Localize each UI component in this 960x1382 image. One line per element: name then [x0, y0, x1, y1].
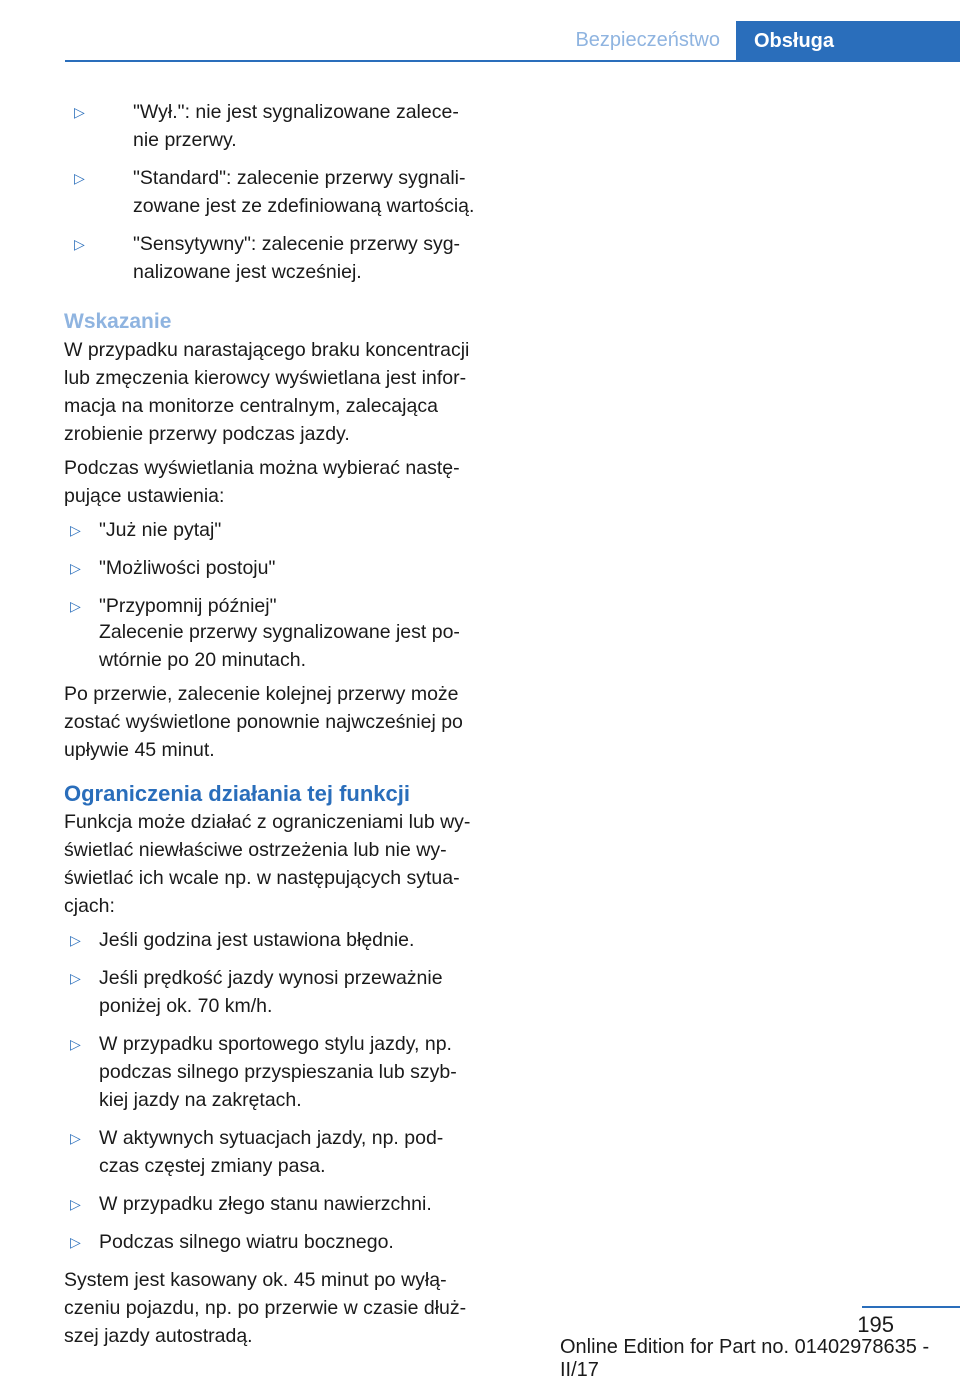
list-item-text: "Standard": zalecenie przerwy sygnali- zowane jest ze zdefiniowaną wartością. — [133, 167, 475, 217]
triangle-bullet-icon: ▷ — [70, 522, 81, 538]
triangle-bullet-icon: ▷ — [74, 170, 85, 186]
paragraph: W przypadku narastającego braku koncentracji lub zmęczenia kierowcy wyświetlana jest infor-macja na monitorze centralnym, zalecająca zrobienie przerwy podczas jazdy. — [64, 339, 470, 445]
list-item — [64, 1124, 479, 1180]
list-item-text: "Możliwości postoju" — [99, 557, 276, 579]
triangle-bullet-icon: ▷ — [70, 1036, 81, 1052]
list-item — [64, 98, 479, 154]
list-item — [64, 230, 479, 286]
paragraph: Podczas wyświetlania można wybierać nastę-pujące ustawienia: — [64, 457, 460, 507]
list-item-text: Podczas silnego wiatru bocznego. — [99, 1231, 394, 1253]
list-item — [64, 964, 479, 1020]
page-content — [64, 98, 479, 1356]
triangle-bullet-icon: ▷ — [70, 1196, 81, 1212]
page-number: 195 — [857, 1312, 894, 1337]
list-item — [64, 1190, 479, 1218]
list-item-text: W aktywnych sytuacjach jazdy, np. pod-czas częstej zmiany pasa. — [99, 1127, 444, 1177]
list-item-text: Jeśli prędkość jazdy wynosi przeważnie poniżej ok. 70 km/h. — [99, 967, 443, 1017]
list-item — [64, 1030, 479, 1114]
list-item — [64, 926, 479, 954]
paragraph: Po przerwie, zalecenie kolejnej przerwy może zostać wyświetlone ponownie najwcześniej po upływie 45 minut. — [64, 683, 463, 761]
section-heading: Wskazanie — [64, 310, 172, 333]
list-item — [64, 516, 479, 544]
triangle-bullet-icon: ▷ — [70, 970, 81, 986]
header-section[interactable]: Bezpieczeństwo — [575, 29, 720, 51]
triangle-bullet-icon: ▷ — [74, 104, 85, 120]
list-item-text: "Wył.": nie jest sygnalizowane zalece- nie przerwy. — [133, 101, 459, 151]
list-item — [64, 554, 479, 582]
header-tab[interactable]: Obsługa — [736, 21, 960, 62]
list-item — [64, 592, 479, 620]
list-item — [64, 1228, 479, 1256]
triangle-bullet-icon: ▷ — [70, 1130, 81, 1146]
paragraph: Funkcja może działać z ograniczeniami lub wy-świetlać niewłaściwe ostrzeżenia lub nie wy-świetlać ich wcale np. w następujących sytua-cjach: — [64, 811, 471, 917]
triangle-bullet-icon: ▷ — [70, 1234, 81, 1250]
triangle-bullet-icon: ▷ — [70, 932, 81, 948]
list-item — [64, 164, 479, 220]
list-item-text: W przypadku sportowego stylu jazdy, np. podczas silnego przyspieszania lub szyb-kiej jazdy na zakrętach. — [99, 1033, 457, 1111]
paragraph: System jest kasowany ok. 45 minut po wyłą-czeniu pojazdu, np. po przerwie w czasie dłuż-szej jazdy autostradą. — [64, 1269, 467, 1347]
list-item-text: "Już nie pytaj" — [99, 519, 222, 541]
list-item-note: Zalecenie przerwy sygnalizowane jest po-wtórnie po 20 minutach. — [99, 621, 460, 671]
footer-edition: Online Edition for Part no. 01402978635 - II/17 — [560, 1336, 930, 1381]
list-item-text: Jeśli godzina jest ustawiona błędnie. — [99, 929, 415, 951]
triangle-bullet-icon: ▷ — [74, 236, 85, 252]
triangle-bullet-icon: ▷ — [70, 560, 81, 576]
list-item-text: "Sensytywny": zalecenie przerwy syg- nalizowane jest wcześniej. — [133, 233, 461, 283]
section-heading: Ograniczenia działania tej funkcji — [64, 781, 410, 806]
footer-rule — [862, 1306, 960, 1308]
list-item-text: "Przypomnij później" — [99, 595, 277, 617]
list-item-text: W przypadku złego stanu nawierzchni. — [99, 1193, 432, 1215]
triangle-bullet-icon: ▷ — [70, 598, 81, 614]
